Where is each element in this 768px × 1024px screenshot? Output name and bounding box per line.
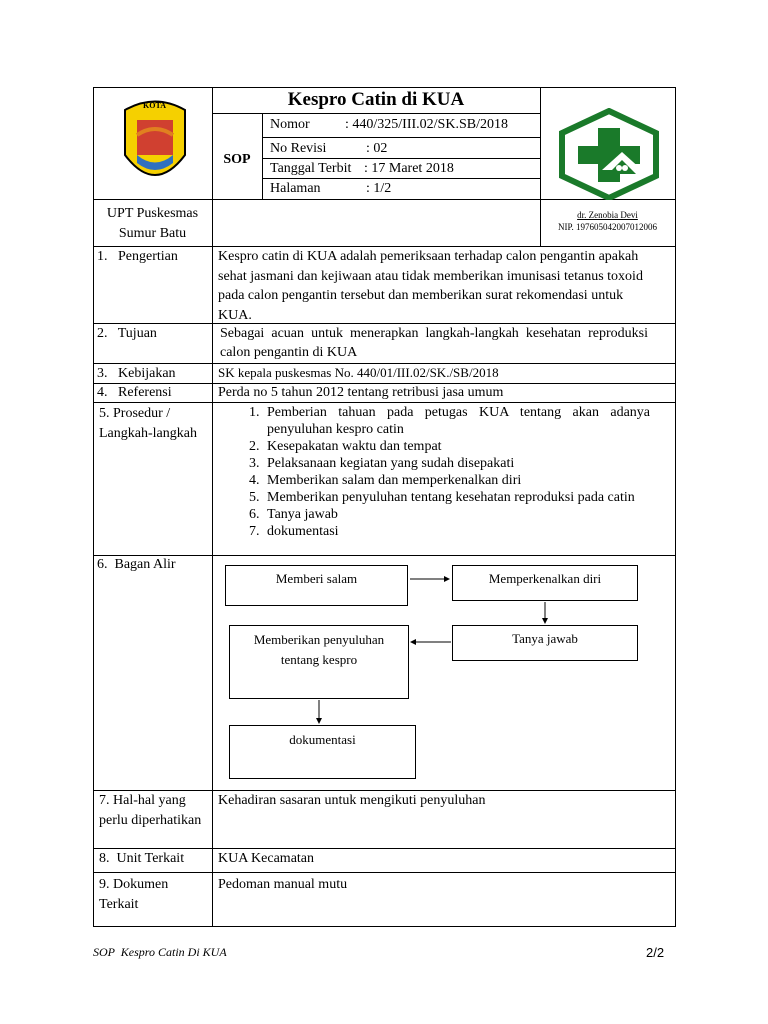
halaman-value: : 1/2	[366, 181, 392, 196]
step: 4. Memberikan salam dan memperkenalkan diri	[263, 472, 650, 489]
logo-text-top: KOTA	[143, 101, 166, 110]
step: 2. Kesepakatan waktu dan tempat	[263, 438, 650, 455]
footer-title: SOP Kespro Catin Di KUA	[93, 945, 227, 959]
revisi-value: : 02	[366, 141, 388, 156]
pengertian-text: Kespro catin di KUA adalah pemeriksaan terhadap calon pengantin apakah sehat jasmani dan kejiwaan atau tidak memberikan imunisasi tetanus toxoid pada calon pengantin tersebut dan memberikan surat rekomendasi untuk KUA.	[218, 249, 643, 323]
signer-name: dr. Zenobia Devi	[577, 210, 638, 220]
nomor-label: Nomor	[270, 117, 310, 132]
flow-box-kenal: Memperkenalkan diri	[452, 565, 638, 601]
step: 7. dokumentasi	[263, 523, 650, 540]
flow-box-penyuluhan: Memberikan penyuluhan tentang kespro	[229, 625, 409, 699]
flow-box-dokumentasi: dokumentasi	[229, 725, 416, 779]
unit-label: 8. Unit Terkait	[99, 851, 185, 866]
kebijakan-text: SK kepala puskesmas No. 440/01/III.02/SK./SB/2018	[218, 365, 499, 380]
prosedur-label: 5. Prosedur / Langkah-langkah	[99, 406, 197, 441]
step: 5. Memberikan penyuluhan tentang kesehatan reproduksi pada catin	[263, 489, 650, 506]
dokumen-text: Pedoman manual mutu	[218, 877, 348, 892]
tujuan-label: 2. Tujuan	[97, 326, 157, 341]
unit-text: KUA Kecamatan	[218, 851, 315, 866]
org-name-2: Sumur Batu	[118, 226, 187, 241]
tanggal-value: : 17 Maret 2018	[364, 161, 454, 176]
signer-nip: NIP. 197605042007012006	[557, 222, 657, 232]
pengertian-label: 1. Pengertian	[97, 249, 178, 264]
revisi-label: No Revisi	[270, 141, 327, 156]
flow-box-salam: Memberi salam	[225, 565, 408, 606]
flow-box-tanya: Tanya jawab	[452, 625, 638, 661]
halaman-label: Halaman	[270, 181, 321, 196]
bagan-label: 6. Bagan Alir	[97, 557, 176, 572]
hal-text: Kehadiran sasaran untuk mengikuti penyuluhan	[218, 793, 486, 808]
sop-title: Kespro Catin di KUA	[287, 89, 465, 110]
org-name: UPT Puskesmas	[106, 206, 199, 221]
nomor-value: : 440/325/III.02/SK.SB/2018	[345, 117, 508, 132]
dokumen-label: 9. Dokumen Terkait	[99, 877, 169, 912]
step: 3. Pelaksanaan kegiatan yang sudah disepakati	[263, 455, 650, 472]
tanggal-label: Tanggal Terbit	[270, 161, 352, 176]
hal-label: 7. Hal-hal yang perlu diperhatikan	[99, 793, 202, 828]
step: 6. Tanya jawab	[263, 506, 650, 523]
kebijakan-label: 3. Kebijakan	[97, 366, 176, 381]
page-number: 2/2	[646, 945, 665, 960]
referensi-label: 4. Referensi	[97, 385, 172, 400]
referensi-text: Perda no 5 tahun 2012 tentang retribusi jasa umum	[218, 385, 504, 400]
sop-label: SOP	[223, 152, 251, 167]
step: 1. Pemberian tahuan pada petugas KUA tentang akan adanya penyuluhan kespro catin	[263, 404, 650, 438]
tujuan-text: Sebagai acuan untuk menerapkan langkah-langkah kesehatan reproduksi calon pengantin di KUA	[220, 326, 648, 360]
